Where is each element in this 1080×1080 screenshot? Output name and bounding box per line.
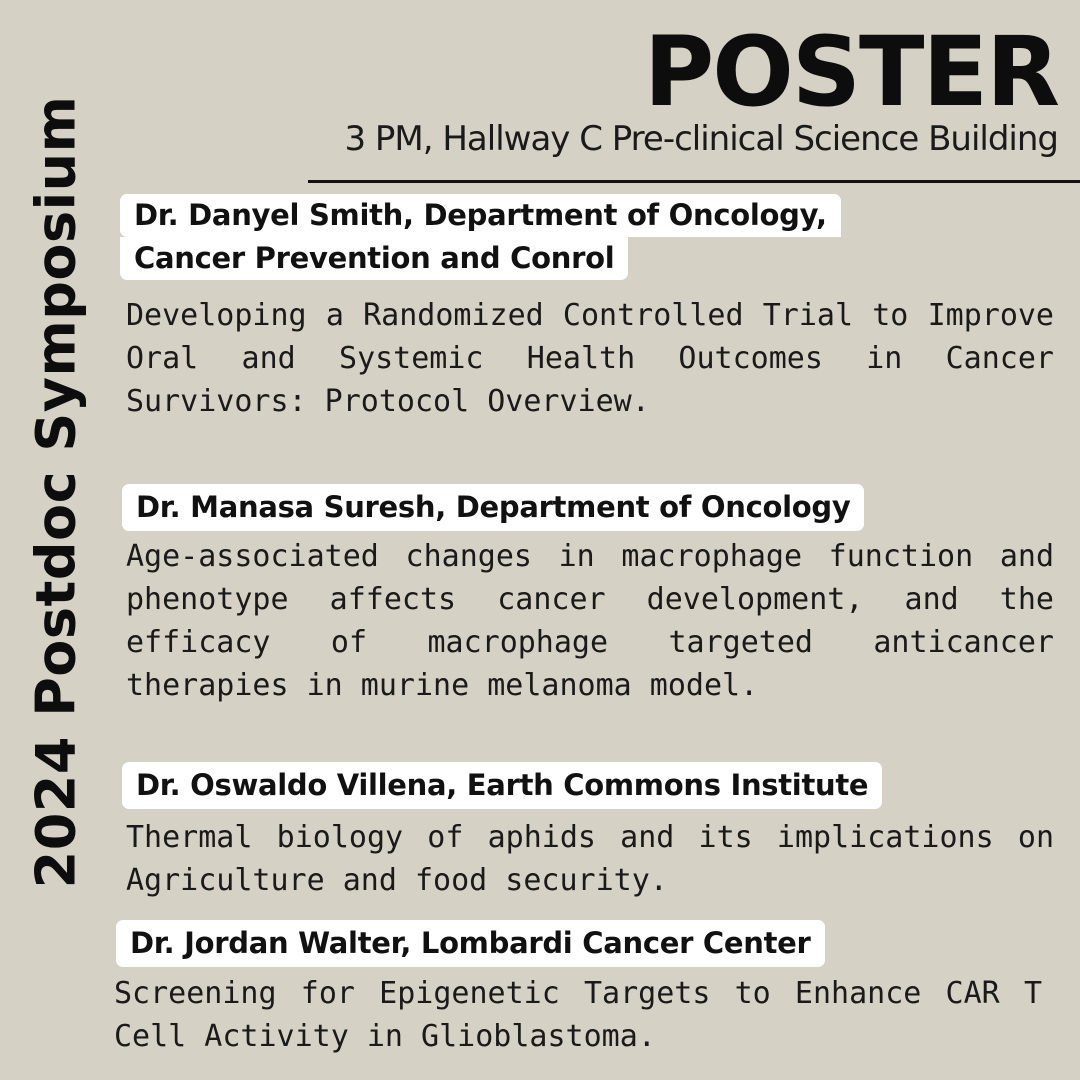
- poster-title: POSTER: [643, 16, 1058, 128]
- side-title: 2024 Postdoc Symposium: [24, 95, 88, 889]
- presenter-1-speaker-line2: Cancer Prevention and Conrol: [120, 237, 628, 280]
- presenter-2-speaker-label: Dr. Manasa Suresh, Department of Oncology: [122, 484, 864, 531]
- presenter-2-abstract: Age-associated changes in macrophage function and phenotype affects cancer development, and the efficacy of macrophage targeted anticancer therapies in murine melanoma model.: [126, 539, 1054, 703]
- presenter-4-abstract: Screening for Epigenetic Targets to Enhance CAR T Cell Activity in Glioblastoma.: [114, 976, 1042, 1054]
- presenter-4-speaker: [116, 920, 825, 967]
- poster-location: 3 PM, Hallway C Pre-clinical Science Building: [344, 119, 1058, 159]
- presenter-1-speaker: [120, 194, 841, 280]
- header-divider: [308, 180, 1080, 183]
- presenter-2-speaker: [122, 484, 864, 531]
- presenter-1-abstract: Developing a Randomized Controlled Trial to Improve Oral and Systemic Health Outcomes in Cancer Survivors: Protocol Overview.: [126, 298, 1054, 419]
- presenter-3-speaker: [122, 762, 882, 809]
- presenter-3-speaker-label: Dr. Oswaldo Villena, Earth Commons Institute: [122, 762, 882, 809]
- presenter-1-speaker-line1: Dr. Danyel Smith, Department of Oncology,: [120, 194, 841, 237]
- presenter-3-abstract: Thermal biology of aphids and its implications on Agriculture and food security.: [126, 820, 1054, 898]
- presenter-4-speaker-label: Dr. Jordan Walter, Lombardi Cancer Center: [116, 920, 825, 967]
